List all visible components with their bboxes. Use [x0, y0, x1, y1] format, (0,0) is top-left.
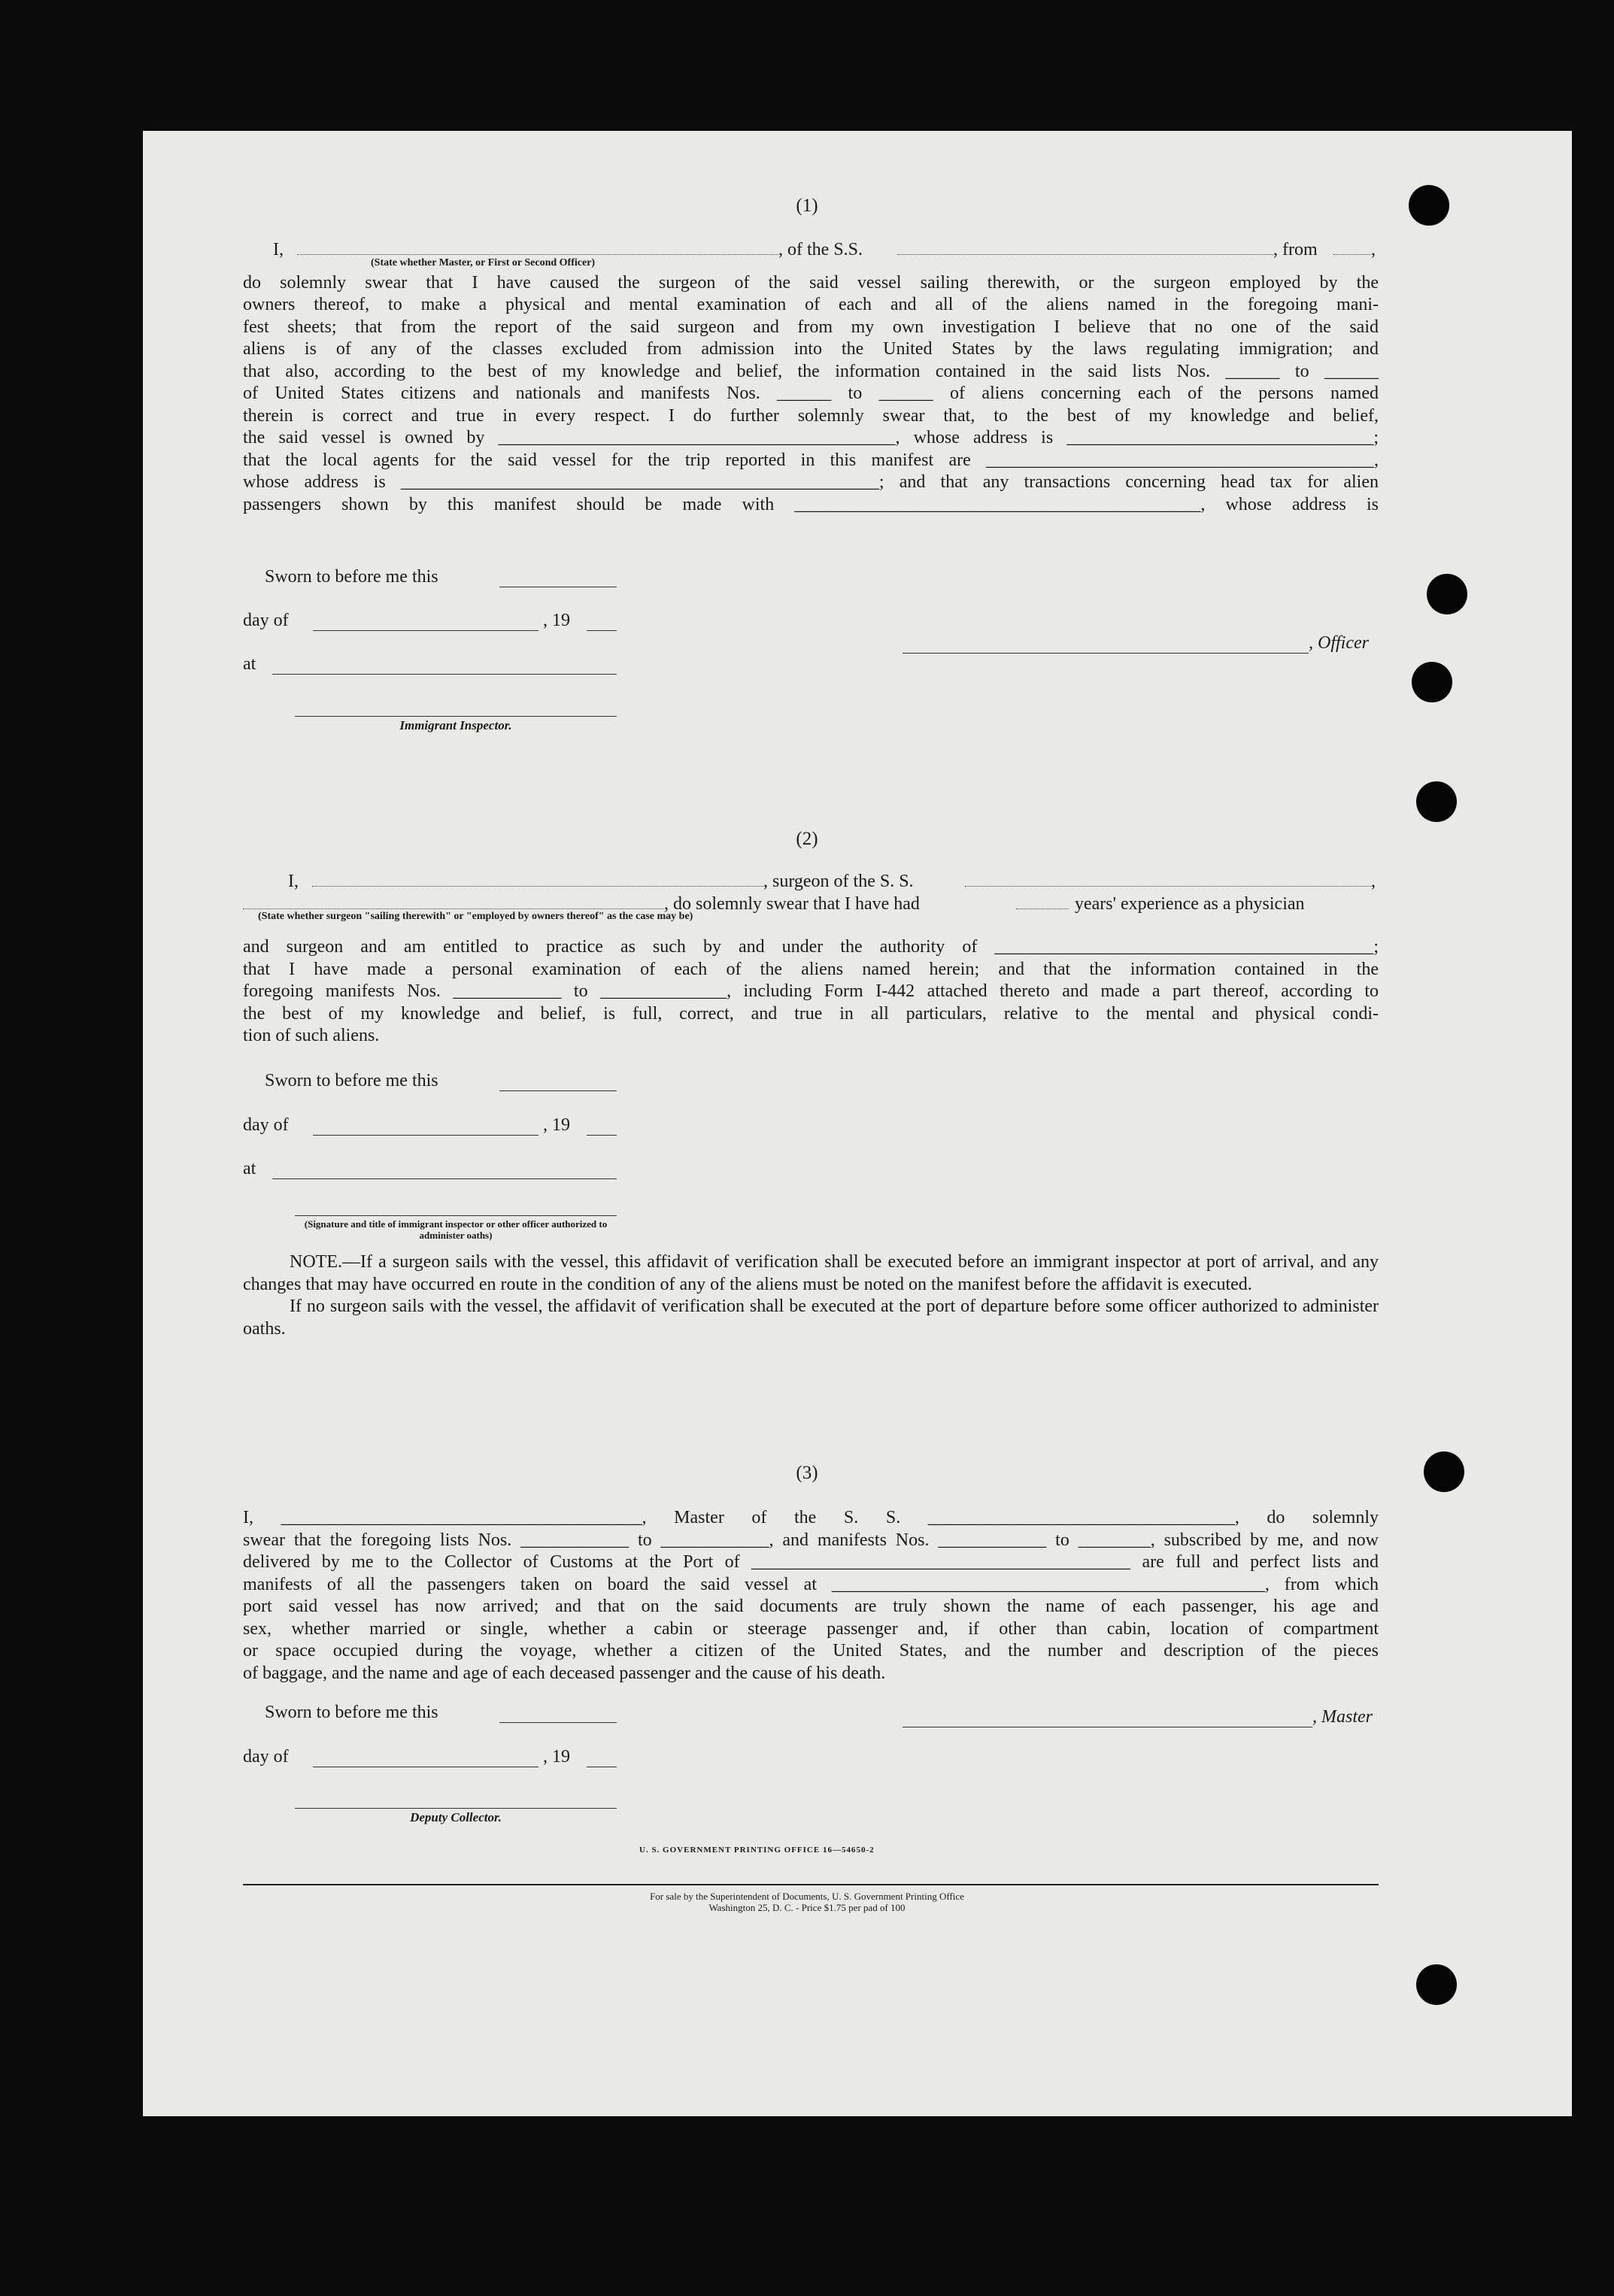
signature-caption: (Signature and title of immigrant inspector or other officer authorized to administer oaths) [304, 1218, 608, 1241]
body-line: owners thereof, to make a physical and mental examination of each and all of the aliens named in the foregoing mani- [243, 295, 1379, 314]
day-blank [313, 1135, 539, 1136]
body-line: port said vessel has now arrived; and that on the said documents are truly shown the name of each passenger, his age and [243, 1597, 1379, 1616]
inspector-signature-line [295, 1215, 617, 1216]
name-blank [297, 254, 778, 255]
print-code: U. S. GOVERNMENT PRINTING OFFICE 16—54650-2 [639, 1846, 875, 1855]
line-pronoun: I, [273, 240, 284, 259]
body-line: the said vessel is owned by ____________________________________________, whose address is __________________________________; [243, 428, 1379, 447]
body-line: do solemnly swear that I have caused the surgeon of the said vessel sailing therewith, or the surgeon employed by the [243, 272, 1379, 293]
at-label: at [243, 654, 256, 674]
punch-hole [1416, 1964, 1457, 2005]
body-line: of baggage, and the name and age of each deceased passenger and the cause of his death. [243, 1663, 886, 1683]
body-line: passengers shown by this manifest should be made with _____________________________________________, whose address is [243, 494, 1379, 514]
body-line: aliens is of any of the classes excluded from admission into the United States by the laws regulating immigration; and [243, 339, 1379, 359]
vessel-blank [897, 254, 1273, 255]
sworn-blank [499, 1090, 617, 1091]
day-of-label: day of [243, 1747, 289, 1767]
line-vessel: , of the S.S. [778, 240, 863, 259]
at-blank [272, 674, 617, 675]
sworn-label: Sworn to before me this [265, 1703, 438, 1722]
body-line: I, ________________________________________, Master of the S. S. __________________________________, do solemnly [243, 1508, 1379, 1527]
body-line: fest sheets; that from the report of the said surgeon and from my own investigation I believe that no one of the said [243, 317, 1379, 337]
body-line: swear that the foregoing lists Nos. ____________ to ____________, and manifests Nos. ____________ to ________, subscribed by me, and now [243, 1530, 1379, 1550]
day-of-label: day of [243, 611, 289, 630]
body-line: that the local agents for the said vessel for the trip reported in this manifest are ___________________________________________, [243, 450, 1379, 470]
master-label: , Master [1312, 1707, 1373, 1727]
body-line: delivered by me to the Collector of Customs at the Port of __________________________________________ are full and perfect lists and [243, 1552, 1379, 1572]
year-label: , 19 [543, 1115, 570, 1135]
at-label: at [243, 1159, 256, 1178]
rank-caption: (State whether Master, or First or Second Officer) [371, 256, 596, 268]
capacity-caption: (State whether surgeon "sailing therewith" or "employed by owners thereof" as the case may be) [258, 911, 693, 922]
sale-line-2: Washington 25, D. C. - Price $1.75 per pad of 100 [708, 1902, 906, 1913]
sworn-label: Sworn to before me this [265, 1071, 438, 1090]
line-surgeon-vessel: , surgeon of the S. S. [763, 872, 914, 891]
sworn-blank [499, 1722, 617, 1723]
day-blank [313, 630, 539, 631]
year-blank [587, 630, 617, 631]
body-line: the best of my knowledge and belief, is full, correct, and true in all particulars, relative to the mental and physical condi- [243, 1003, 1379, 1024]
collector-label: Deputy Collector. [410, 1810, 502, 1824]
sworn-label: Sworn to before me this [265, 567, 438, 587]
sale-line-1: For sale by the Superintendent of Documents, U. S. Government Printing Office [650, 1891, 964, 1902]
year-label: , 19 [543, 611, 570, 630]
line-pronoun: I, [288, 872, 299, 891]
body-line: of United States citizens and nationals and manifests Nos. ______ to ______ of aliens concerning each of the persons named [243, 384, 1379, 403]
name-blank [312, 886, 763, 887]
collector-signature-line [295, 1808, 617, 1809]
section-3-number: (3) [796, 1463, 818, 1483]
section-1-number: (1) [796, 196, 818, 216]
punch-hole [1416, 781, 1457, 822]
body-line: that also, according to the best of my knowledge and belief, the information contained in the said lists Nos. ______ to ______ [243, 361, 1379, 381]
body-line: foregoing manifests Nos. ____________ to ______________, including Form I-442 attached thereto and made a part thereof, according to [243, 981, 1379, 1001]
body-line: whose address is _____________________________________________________; and that any transactions concerning head tax for alien [243, 472, 1379, 492]
section-2-note [243, 1251, 1379, 1340]
officer-signature-line [903, 653, 1309, 654]
at-blank [272, 1178, 617, 1179]
day-of-label: day of [243, 1115, 289, 1135]
years-blank [1016, 908, 1069, 909]
section-1-affidavit [243, 239, 1379, 516]
capacity-blank [243, 908, 664, 909]
body-line: tion of such aliens. [243, 1026, 380, 1045]
year-label: , 19 [543, 1747, 570, 1767]
section-2-number: (2) [796, 829, 818, 849]
line-years: years' experience as a physician [1075, 893, 1305, 914]
line-comma: , [1371, 240, 1376, 259]
body-line: manifests of all the passengers taken on board the said vessel at ________________________________________________, from which [243, 1574, 1379, 1594]
line-from: , from [1273, 240, 1318, 259]
vessel-blank [965, 886, 1371, 887]
body-line: that I have made a personal examination of each of the aliens named herein; and that the information contained in the [243, 959, 1379, 979]
line-swear: , do solemnly swear that I have had [664, 893, 920, 914]
from-blank [1333, 254, 1371, 255]
note-label: NOTE. [290, 1252, 342, 1272]
year-blank [587, 1135, 617, 1136]
body-line: and surgeon and am entitled to practice as such by and under the authority of __________________________________________; [243, 937, 1379, 957]
punch-hole [1427, 574, 1467, 614]
body-line: or space occupied during the voyage, whether a citizen of the United States, and the number and description of the pieces [243, 1641, 1379, 1661]
note-text: —If a surgeon sails with the vessel, this affidavit of verification shall be executed before an immigrant inspector at port of arrival, and any changes that may have occurred en route in the condition of any of the aliens must be noted on the manifest before the affidavit is executed. [243, 1252, 1379, 1294]
section-3-affidavit [243, 1507, 1379, 1685]
inspector-signature-line [295, 716, 617, 717]
note-text-2: If no surgeon sails with the vessel, the affidavit of verification shall be executed at the port of departure before some officer authorized to administer oaths. [243, 1297, 1379, 1339]
body-line: therein is correct and true in every respect. I do further solemnly swear that, to the best of my knowledge and belief, [243, 405, 1379, 426]
body-line: sex, whether married or single, whether a cabin or steerage passenger and, if other than cabin, location of compartment [243, 1618, 1379, 1639]
inspector-label: Immigrant Inspector. [399, 718, 512, 732]
footer-rule [243, 1884, 1379, 1885]
section-2-affidavit [243, 871, 1379, 1048]
punch-hole [1412, 662, 1452, 702]
officer-label: , Officer [1309, 633, 1369, 653]
line-comma: , [1371, 872, 1376, 891]
